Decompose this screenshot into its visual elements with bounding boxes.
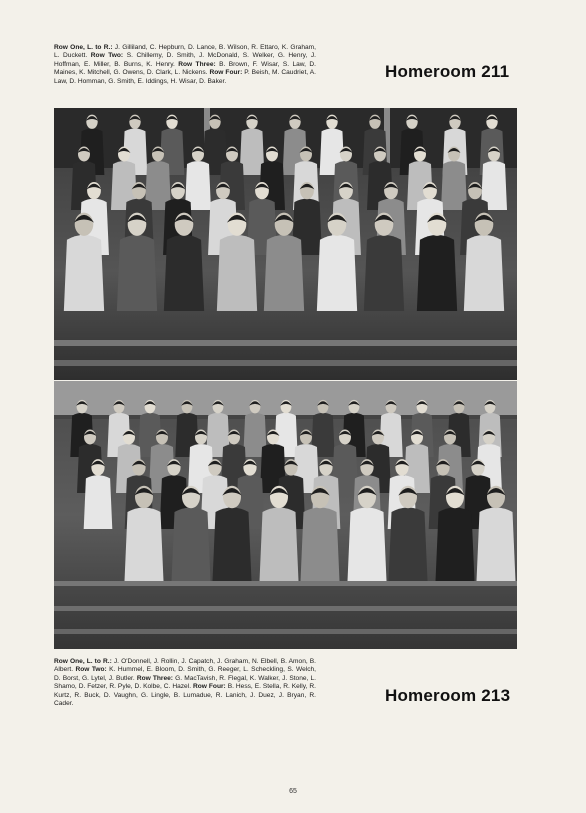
homeroom-211-title: Homeroom 211 — [385, 62, 510, 81]
homeroom-213-title: Homeroom 213 — [385, 686, 511, 705]
page-number: 65 — [289, 788, 297, 795]
homeroom-211-class-photo — [54, 108, 517, 380]
homeroom-211-caption: Row One, L. to R.: J. Gilliland, C. Hepburn, D. Lance, B. Wilson, R. Ettaro, K. Graham, L. Duckett. Row Two: S. Chillemy, D. Smith, J. McDonald, S. Welker, G. Henry, J. Hoffman, E. Miller, B. Burns, K. Henry. Row Three: B. Brown, F. Wisar, S. Law, D. Maines, K. Mitchell, G. Owens, D. Clark, L. Nickens. Row Four: P. Beish, M. Caudriet, A. Law, D. Homman, G. Smith, E. Iddings, H. Wisar, D. Baker. — [54, 44, 316, 85]
homeroom-213-caption: Row One, L. to R.: J. O'Donnell, J. Rollin, J. Capatch, J. Graham, N. Elbell, B. Amon, B. Albert. Row Two: K. Hummel, E. Bloom, D. Smith, G. Reeger, L. Scheckling, S. Welch, D. Borst, G. Lytel, J. Butler. Row Three: G. MacTavish, R. Flegal, K. Walker, J. Stone, L. Shamo, D. Fetzer, R. Pyle, D. Kolbe, C. Hazel. Row Four: B. Hess, E. Stella, R. Kelly, R. Kurtz, R. Buck, D. Vaughn, G. Lingle, B. Lumadue, R. Lanich, J. Duez, J. Bryan, R. Cader. — [54, 658, 317, 708]
homeroom-213-class-photo — [54, 381, 517, 649]
